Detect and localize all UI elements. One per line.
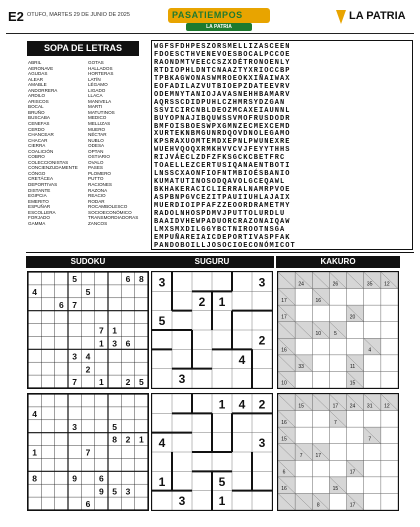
word-list-item: LATÍN [88, 76, 101, 82]
word-list-item: BRUÑO [28, 109, 45, 115]
suguru-title: SUGURU [150, 256, 274, 268]
sudoku-given: 4 [32, 286, 38, 297]
kakuro-clue: 16 [281, 419, 287, 426]
kakuro-clue: 4 [368, 347, 372, 354]
sudoku-given: 6 [125, 338, 131, 349]
word-list-item: CONCIENZUDAMENTE [28, 165, 78, 171]
suguru-given: 4 [238, 397, 246, 412]
sudoku-given: 6 [125, 274, 131, 285]
kakuro-clue: 15 [332, 486, 339, 493]
sudoku-given: 5 [112, 421, 118, 432]
wordsearch-row: ASPBNPGVCEZITPAUIIUHLAJAIX [154, 194, 291, 203]
kakuro-clue: 8 [316, 502, 320, 509]
word-list-item: AERONAVE [28, 65, 54, 71]
word-list-item: MATUTINOS [88, 109, 115, 115]
suguru-grid-1[interactable] [151, 271, 273, 389]
sudoku-given: 5 [112, 486, 118, 497]
kakuro-clue: 35 [366, 281, 373, 288]
word-list-item: GAMMA [28, 220, 46, 226]
word-list-item: SOCIOECONÓMICO [88, 209, 132, 215]
word-list-item: CIERRA [28, 143, 46, 149]
brand-name: LA PATRIA [349, 10, 406, 22]
sudoku-given: 1 [112, 325, 118, 336]
sudoku-given: 1 [32, 447, 38, 458]
word-list-item: REACIO [88, 193, 106, 199]
sudoku-given: 7 [85, 447, 91, 458]
word-list-item: OSTIARIO [88, 154, 110, 160]
sudoku-given: 3 [125, 486, 131, 497]
wordsearch-row: TPBKAGWONASWMROEOKXIÑAIWAX [154, 74, 291, 83]
word-list-item: CRETÁCEA [28, 176, 54, 182]
kakuro-clue: 33 [298, 364, 304, 371]
kakuro-clue: 17 [332, 403, 339, 410]
wordsearch-row: TOAELLEZCERTUSIQANAENTBOTI [154, 162, 291, 171]
kakuro-clue: 15 [349, 380, 356, 387]
word-list-item: FORJADO [28, 215, 50, 221]
wordsearch-row: RAONDMTVEECCSZXDÉTRONOENLY [154, 58, 291, 67]
sudoku-given: 8 [32, 473, 38, 484]
sudoku-given: 5 [138, 377, 144, 388]
sudoku-given: 9 [72, 473, 78, 484]
kakuro-clue: 17 [349, 502, 356, 509]
word-list-item: RAZONA [88, 187, 108, 193]
kakuro-clue: 17 [281, 314, 287, 321]
wordsearch-row: SSVICIRCNBLDEOZMCAXEIAUNNL [154, 106, 291, 115]
suguru-given: 5 [218, 474, 226, 489]
suguru-given: 2 [258, 397, 266, 412]
wordsearch-row: EMPUÑAREIAICDEPORTIVASPFAK [154, 233, 291, 242]
sudoku-given: 1 [98, 377, 104, 388]
word-list-item: MARTI [88, 104, 103, 110]
page-header [0, 0, 420, 36]
word-list-item: HALLADOS [88, 65, 113, 71]
logo-main-banner [168, 8, 270, 23]
logo-sub-banner [186, 23, 252, 31]
logo-main-text: PASATIEMPOS [172, 10, 243, 20]
word-list-item: DISTANTE [28, 187, 51, 193]
suguru-given: 2 [198, 294, 206, 309]
word-list-column-2 [88, 60, 138, 226]
word-list-item: AGUDAS [28, 71, 48, 77]
wordsearch-row: BMFOISBOESWPXGMNZECMEXCEMD [154, 122, 291, 131]
sudoku-given: 6 [58, 299, 64, 310]
kakuro-clue: 12 [384, 403, 390, 410]
word-list-item: EMERITO [28, 198, 49, 204]
wordsearch-row: RTDIOPHLDNTCNAAZTYXRIOCCBP [154, 66, 291, 75]
sudoku-given: 2 [85, 364, 91, 375]
sudoku-given: 3 [72, 351, 78, 362]
sudoku-given: 5 [85, 286, 91, 297]
sudoku-title: SUDOKU [26, 256, 150, 268]
kakuro-clue: 16 [315, 297, 322, 304]
kakuro-clue: 26 [332, 281, 339, 288]
sudoku-given: 2 [125, 377, 131, 388]
kakuro-clue: 24 [298, 281, 304, 288]
suguru-given: 3 [258, 275, 266, 290]
kakuro-clue: 16 [281, 486, 287, 493]
sudoku-grid-2[interactable] [27, 393, 149, 511]
word-list-item: ALEAR [28, 76, 44, 82]
suguru-given: 1 [218, 397, 226, 412]
sudoku-given: 4 [85, 351, 91, 362]
wordsearch-row: XURTEKNBMGUNRDQOVDNOLEGAMO [154, 130, 291, 139]
suguru-given: 3 [178, 494, 186, 509]
kakuro-clue: 10 [281, 380, 287, 387]
wordsearch-row: KPSRAXUOMTEMDXEPNLPWUNEXRE [154, 138, 291, 147]
sudoku-given: 3 [112, 338, 118, 349]
word-list-item: NUBLO [88, 137, 104, 143]
kakuro-clue: 17 [315, 452, 322, 459]
wordsearch-row: BKHAKERACICLIERRALNAMRPVOE [154, 186, 291, 195]
header-rule [6, 33, 414, 34]
word-list-column-1 [28, 60, 78, 226]
word-list-item: NÉCTAR [88, 132, 107, 138]
wordsearch-row: RADOLNHOSPDMVJPUTTOLURDLU [154, 209, 286, 218]
word-list-item: ESCOLLERA [28, 209, 56, 215]
brand-icon [336, 10, 346, 24]
word-list-item: PASES [88, 165, 103, 171]
word-list-item: GOTAS [88, 60, 104, 65]
section-divider [26, 252, 414, 253]
suguru-given: 3 [158, 275, 166, 290]
kakuro-clue: 5 [334, 330, 337, 337]
logo-sub-text: LA PATRIA [206, 24, 232, 30]
kakuro-clue: 7 [299, 452, 303, 459]
word-list-item: LLACA [88, 93, 103, 99]
word-list-item: AMABLE [28, 82, 47, 88]
sudoku-given: 5 [72, 274, 78, 285]
suguru-given: 1 [158, 474, 166, 489]
word-list-item: TRANSMORDIADORAS [88, 215, 139, 221]
word-list-item: CHACAR [28, 137, 48, 143]
sudoku-grid-1[interactable] [27, 271, 149, 389]
word-list-item: ROCAMBOLESCO [88, 204, 128, 210]
kakuro-clue: 16 [281, 347, 287, 354]
dateline: OTUFO, MARTES 29 DE JUNIO DE 2025 [27, 12, 130, 18]
kakuro-clue: 15 [298, 403, 304, 410]
kakuro-clue: 31 [366, 403, 373, 410]
word-list-item: LIGADO [88, 87, 106, 93]
word-list-item: MELLIZAS [88, 121, 111, 127]
word-list-item: ANDORRERA [28, 87, 58, 93]
word-list-item: ABRIL [28, 60, 42, 65]
suguru-given: 1 [218, 294, 226, 309]
suguru-given: 2 [258, 333, 266, 348]
sudoku-given: 6 [98, 473, 104, 484]
word-list-item: ARISCOS [28, 98, 49, 104]
kakuro-title: KAKURO [276, 256, 400, 268]
wordsearch-row: PANDOBOILLJOSOCIOECONÓMICOT [154, 241, 296, 250]
word-list-item: MUERO [88, 126, 106, 132]
kakuro-clue: 20 [349, 314, 356, 321]
kakuro-clue: 15 [281, 436, 287, 443]
sudoku-given: 9 [98, 486, 104, 497]
wordsearch-row: AQRSSCDIDPUHLCZHMRSYDZGAN [154, 98, 286, 107]
pasatiempos-logo [168, 8, 270, 32]
sudoku-given: 7 [72, 299, 78, 310]
suguru-given: 4 [238, 352, 246, 367]
sudoku-given: 1 [138, 434, 144, 445]
word-list-item: CENEFAS [28, 121, 50, 127]
suguru-given: 1 [218, 494, 226, 509]
wordsearch-row: LMXSMXDILGGYBCTNIROOTNSGA [154, 225, 286, 234]
suguru-given: 5 [158, 314, 166, 329]
sudoku-given: 1 [98, 338, 104, 349]
wordsearch-row: RIJVÁECLZDFZFKSGCKCBETFRC [154, 154, 286, 163]
word-list-item: ODESA [88, 143, 105, 149]
kakuro-clue: 12 [384, 281, 390, 288]
sudoku-given: 7 [98, 325, 104, 336]
word-list-item: MANIVELA [88, 98, 112, 104]
wordsearch-row: WGFSFDHPESZORSMELLIZASCEEN [154, 43, 291, 51]
word-list-item: MEDICO [88, 115, 107, 121]
kakuro-grid-2[interactable] [277, 393, 399, 511]
sudoku-given: 8 [138, 274, 144, 285]
sudoku-given: 2 [125, 434, 131, 445]
wordsearch-row: LNSSCXAONFIOFNTMBIOÉSBANIO [154, 170, 291, 179]
page-number: E2 [8, 9, 24, 24]
word-list-item: BUSCABA [28, 115, 50, 121]
wordsearch-row: EOFADILAZVUTBIOEPZDATEEVRV [154, 82, 291, 91]
word-list-item: CÓNGO [28, 170, 46, 176]
suguru-grid-2[interactable] [151, 393, 273, 511]
suguru-given: 3 [178, 372, 186, 387]
word-list-item: ZANCOS [88, 220, 108, 226]
word-list-item: COBRO [28, 154, 45, 160]
word-list-item: OPTAN [88, 148, 104, 154]
wordsearch-grid[interactable] [151, 40, 413, 250]
wordsearch-row: KUMATUTINOSODQAVOLGCEQAWL [154, 178, 286, 187]
wordsearch-row: BUYOPNAJIBQUWSSVMOFRUSDODR [154, 114, 291, 123]
word-list-item: OVALO [88, 159, 104, 165]
word-list-item: BOCAL [28, 104, 44, 110]
kakuro-clue: 17 [281, 297, 287, 304]
sudoku-given: 8 [112, 434, 118, 445]
wordsearch-row: FDOESCTHVENEVOESBOCALPCCOE [154, 50, 291, 59]
word-list-item: LÉGAMO [88, 82, 108, 88]
sopa-title: SOPA DE LETRAS [27, 41, 139, 56]
suguru-given: 4 [158, 436, 166, 451]
kakuro-clue: 6 [282, 469, 286, 476]
word-list-item: COLECCIONISTAS [28, 159, 69, 165]
sudoku-given: 7 [72, 377, 78, 388]
kakuro-clue: 11 [349, 364, 356, 371]
kakuro-grid-1[interactable] [277, 271, 399, 389]
word-list-item: COALICIÓN [28, 148, 54, 154]
wordsearch-row: WUEHVQOQXRMKHVVCVJFEYYTHHS [154, 146, 291, 155]
word-list-item: DEPORTIVAS [28, 182, 58, 188]
kakuro-clue: 17 [349, 469, 356, 476]
kakuro-clue: 7 [368, 436, 372, 443]
word-list-item: ESPUÑAR [28, 204, 51, 210]
wordsearch-row: ODEMNYTANIOJAVASNEHHBAMARV [154, 90, 291, 99]
word-list-item: EGIPCIA [28, 193, 47, 199]
word-list-item: PLOMERO [88, 170, 111, 176]
word-list-item: CHANCEAR [28, 132, 54, 138]
suguru-given: 3 [258, 436, 266, 451]
kakuro-clue: 7 [334, 419, 337, 426]
word-list-item: CERDO [28, 126, 45, 132]
kakuro-clue: 24 [349, 403, 356, 410]
word-list [28, 60, 146, 245]
sudoku-given: 3 [72, 421, 78, 432]
wordsearch-row: MUERDIOIPFAFZZEOORDRAMETMY [154, 202, 291, 210]
word-list-item: PUTTO [88, 176, 104, 182]
sudoku-given: 4 [32, 408, 38, 419]
word-list-item: RODAR [88, 198, 105, 204]
kakuro-clue: 10 [315, 330, 322, 337]
word-list-item: ARDILO [28, 93, 46, 99]
sudoku-given: 6 [85, 499, 91, 510]
wordsearch-row: BAAIDVHEWPADUORCRAZONAIQAW [154, 217, 291, 226]
word-list-item: HORTERAS [88, 71, 114, 77]
word-list-item: RACIONES [88, 182, 112, 188]
